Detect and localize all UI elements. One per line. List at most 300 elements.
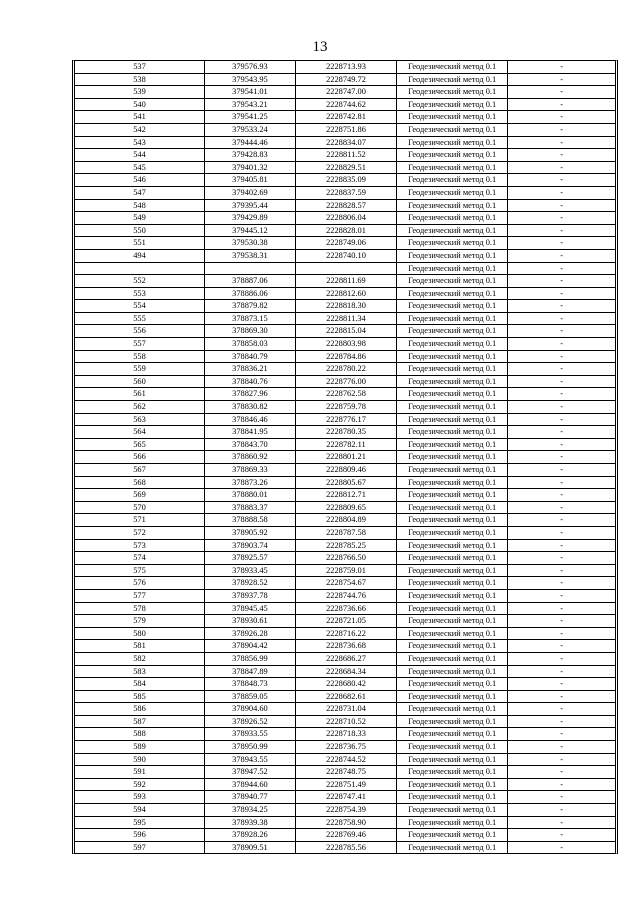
table-row bbox=[75, 476, 615, 489]
method-cell: Геодезический метод 0.1 bbox=[397, 602, 508, 615]
point-number-cell: 544 bbox=[75, 149, 204, 162]
table-row bbox=[75, 413, 615, 426]
point-number-cell: 542 bbox=[75, 123, 204, 136]
method-cell: Геодезический метод 0.1 bbox=[397, 741, 508, 754]
method-cell: Геодезический метод 0.1 bbox=[397, 275, 508, 288]
method-cell: Геодезический метод 0.1 bbox=[397, 841, 508, 853]
note-cell: - bbox=[508, 413, 615, 426]
note-cell: - bbox=[508, 577, 615, 590]
method-cell: Геодезический метод 0.1 bbox=[397, 287, 508, 300]
x-coordinate-cell: 378841.95 bbox=[204, 426, 295, 439]
note-cell: - bbox=[508, 149, 615, 162]
x-coordinate-cell: 378836.21 bbox=[204, 363, 295, 376]
note-cell: - bbox=[508, 249, 615, 262]
method-cell: Геодезический метод 0.1 bbox=[397, 829, 508, 842]
coordinates-table bbox=[75, 61, 615, 853]
table-row bbox=[75, 174, 615, 187]
method-cell: Геодезический метод 0.1 bbox=[397, 615, 508, 628]
note-cell: - bbox=[508, 703, 615, 716]
table-row bbox=[75, 489, 615, 502]
table-row bbox=[75, 375, 615, 388]
x-coordinate-cell: 379538.31 bbox=[204, 249, 295, 262]
y-coordinate-cell: 2228782.11 bbox=[295, 438, 396, 451]
method-cell: Геодезический метод 0.1 bbox=[397, 778, 508, 791]
x-coordinate-cell: 379401.32 bbox=[204, 161, 295, 174]
note-cell: - bbox=[508, 312, 615, 325]
x-coordinate-cell: 379541.25 bbox=[204, 111, 295, 124]
note-cell: - bbox=[508, 98, 615, 111]
method-cell: Геодезический метод 0.1 bbox=[397, 640, 508, 653]
x-coordinate-cell bbox=[204, 262, 295, 275]
note-cell: - bbox=[508, 552, 615, 565]
y-coordinate-cell: 2228686.27 bbox=[295, 652, 396, 665]
x-coordinate-cell: 378858.03 bbox=[204, 338, 295, 351]
point-number-cell: 589 bbox=[75, 741, 204, 754]
table-row bbox=[75, 136, 615, 149]
y-coordinate-cell: 2228809.46 bbox=[295, 464, 396, 477]
y-coordinate-cell: 2228682.61 bbox=[295, 690, 396, 703]
y-coordinate-cell: 2228837.59 bbox=[295, 186, 396, 199]
x-coordinate-cell: 378840.79 bbox=[204, 350, 295, 363]
method-cell: Геодезический метод 0.1 bbox=[397, 401, 508, 414]
y-coordinate-cell: 2228809.65 bbox=[295, 501, 396, 514]
y-coordinate-cell: 2228811.34 bbox=[295, 312, 396, 325]
point-number-cell: 538 bbox=[75, 73, 204, 86]
table-row bbox=[75, 149, 615, 162]
point-number-cell bbox=[75, 262, 204, 275]
y-coordinate-cell: 2228748.75 bbox=[295, 766, 396, 779]
x-coordinate-cell: 378869.30 bbox=[204, 325, 295, 338]
note-cell: - bbox=[508, 804, 615, 817]
x-coordinate-cell: 378847.89 bbox=[204, 665, 295, 678]
point-number-cell: 545 bbox=[75, 161, 204, 174]
point-number-cell: 574 bbox=[75, 552, 204, 565]
note-cell: - bbox=[508, 791, 615, 804]
y-coordinate-cell: 2228744.62 bbox=[295, 98, 396, 111]
table-row bbox=[75, 501, 615, 514]
point-number-cell: 583 bbox=[75, 665, 204, 678]
x-coordinate-cell: 379429.89 bbox=[204, 212, 295, 225]
method-cell: Геодезический метод 0.1 bbox=[397, 174, 508, 187]
table-row bbox=[75, 438, 615, 451]
y-coordinate-cell: 2228811.52 bbox=[295, 149, 396, 162]
note-cell: - bbox=[508, 111, 615, 124]
table-row bbox=[75, 829, 615, 842]
x-coordinate-cell: 378909.51 bbox=[204, 841, 295, 853]
method-cell: Геодезический метод 0.1 bbox=[397, 476, 508, 489]
y-coordinate-cell: 2228804.89 bbox=[295, 514, 396, 527]
table-row bbox=[75, 123, 615, 136]
point-number-cell: 551 bbox=[75, 237, 204, 250]
point-number-cell: 560 bbox=[75, 375, 204, 388]
y-coordinate-cell: 2228784.86 bbox=[295, 350, 396, 363]
x-coordinate-cell: 378848.73 bbox=[204, 678, 295, 691]
point-number-cell: 550 bbox=[75, 224, 204, 237]
y-coordinate-cell: 2228828.57 bbox=[295, 199, 396, 212]
y-coordinate-cell: 2228801.21 bbox=[295, 451, 396, 464]
method-cell: Геодезический метод 0.1 bbox=[397, 715, 508, 728]
note-cell: - bbox=[508, 363, 615, 376]
x-coordinate-cell: 378873.26 bbox=[204, 476, 295, 489]
table-row bbox=[75, 741, 615, 754]
y-coordinate-cell: 2228759.01 bbox=[295, 564, 396, 577]
x-coordinate-cell: 378933.55 bbox=[204, 728, 295, 741]
y-coordinate-cell: 2228828.01 bbox=[295, 224, 396, 237]
note-cell: - bbox=[508, 350, 615, 363]
table-row bbox=[75, 287, 615, 300]
table-row bbox=[75, 363, 615, 376]
point-number-cell: 569 bbox=[75, 489, 204, 502]
y-coordinate-cell: 2228751.49 bbox=[295, 778, 396, 791]
x-coordinate-cell: 379576.93 bbox=[204, 61, 295, 73]
method-cell: Геодезический метод 0.1 bbox=[397, 338, 508, 351]
point-number-cell: 555 bbox=[75, 312, 204, 325]
y-coordinate-cell: 2228829.51 bbox=[295, 161, 396, 174]
x-coordinate-cell: 378944.60 bbox=[204, 778, 295, 791]
table-row bbox=[75, 111, 615, 124]
method-cell: Геодезический метод 0.1 bbox=[397, 489, 508, 502]
coordinates-table-frame bbox=[72, 60, 618, 854]
note-cell: - bbox=[508, 627, 615, 640]
table-row bbox=[75, 602, 615, 615]
x-coordinate-cell: 378926.28 bbox=[204, 627, 295, 640]
note-cell: - bbox=[508, 690, 615, 703]
x-coordinate-cell: 378880.01 bbox=[204, 489, 295, 502]
point-number-cell: 570 bbox=[75, 501, 204, 514]
y-coordinate-cell: 2228731.04 bbox=[295, 703, 396, 716]
method-cell: Геодезический метод 0.1 bbox=[397, 149, 508, 162]
y-coordinate-cell: 2228812.60 bbox=[295, 287, 396, 300]
y-coordinate-cell: 2228744.52 bbox=[295, 753, 396, 766]
table-row bbox=[75, 589, 615, 602]
note-cell: - bbox=[508, 728, 615, 741]
x-coordinate-cell: 378950.99 bbox=[204, 741, 295, 754]
table-row bbox=[75, 401, 615, 414]
point-number-cell: 577 bbox=[75, 589, 204, 602]
x-coordinate-cell: 378947.52 bbox=[204, 766, 295, 779]
point-number-cell: 597 bbox=[75, 841, 204, 853]
point-number-cell: 563 bbox=[75, 413, 204, 426]
y-coordinate-cell: 2228766.50 bbox=[295, 552, 396, 565]
x-coordinate-cell: 378879.82 bbox=[204, 300, 295, 313]
y-coordinate-cell: 2228758.90 bbox=[295, 816, 396, 829]
note-cell: - bbox=[508, 539, 615, 552]
y-coordinate-cell: 2228736.68 bbox=[295, 640, 396, 653]
note-cell: - bbox=[508, 526, 615, 539]
note-cell: - bbox=[508, 501, 615, 514]
y-coordinate-cell: 2228776.17 bbox=[295, 413, 396, 426]
y-coordinate-cell: 2228759.78 bbox=[295, 401, 396, 414]
note-cell: - bbox=[508, 199, 615, 212]
y-coordinate-cell: 2228803.98 bbox=[295, 338, 396, 351]
point-number-cell: 561 bbox=[75, 388, 204, 401]
table-row bbox=[75, 753, 615, 766]
method-cell: Геодезический метод 0.1 bbox=[397, 249, 508, 262]
method-cell: Геодезический метод 0.1 bbox=[397, 312, 508, 325]
point-number-cell: 494 bbox=[75, 249, 204, 262]
method-cell: Геодезический метод 0.1 bbox=[397, 224, 508, 237]
x-coordinate-cell: 379444.46 bbox=[204, 136, 295, 149]
note-cell: - bbox=[508, 262, 615, 275]
table-row bbox=[75, 627, 615, 640]
page-number: 13 bbox=[312, 39, 328, 55]
table-row bbox=[75, 778, 615, 791]
note-cell: - bbox=[508, 388, 615, 401]
table-row bbox=[75, 98, 615, 111]
y-coordinate-cell: 2228787.58 bbox=[295, 526, 396, 539]
note-cell: - bbox=[508, 186, 615, 199]
method-cell: Геодезический метод 0.1 bbox=[397, 199, 508, 212]
y-coordinate-cell: 2228713.93 bbox=[295, 61, 396, 73]
point-number-cell: 588 bbox=[75, 728, 204, 741]
method-cell: Геодезический метод 0.1 bbox=[397, 627, 508, 640]
point-number-cell: 568 bbox=[75, 476, 204, 489]
y-coordinate-cell: 2228762.58 bbox=[295, 388, 396, 401]
point-number-cell: 541 bbox=[75, 111, 204, 124]
method-cell: Геодезический метод 0.1 bbox=[397, 111, 508, 124]
note-cell: - bbox=[508, 489, 615, 502]
point-number-cell: 581 bbox=[75, 640, 204, 653]
x-coordinate-cell: 379543.95 bbox=[204, 73, 295, 86]
y-coordinate-cell: 2228835.09 bbox=[295, 174, 396, 187]
method-cell: Геодезический метод 0.1 bbox=[397, 552, 508, 565]
table-row bbox=[75, 350, 615, 363]
note-cell: - bbox=[508, 665, 615, 678]
table-row bbox=[75, 816, 615, 829]
x-coordinate-cell: 378856.99 bbox=[204, 652, 295, 665]
method-cell: Геодезический метод 0.1 bbox=[397, 816, 508, 829]
table-row bbox=[75, 766, 615, 779]
point-number-cell: 594 bbox=[75, 804, 204, 817]
y-coordinate-cell: 2228834.07 bbox=[295, 136, 396, 149]
point-number-cell: 573 bbox=[75, 539, 204, 552]
method-cell: Геодезический метод 0.1 bbox=[397, 728, 508, 741]
table-row bbox=[75, 552, 615, 565]
note-cell: - bbox=[508, 401, 615, 414]
table-row bbox=[75, 275, 615, 288]
note-cell: - bbox=[508, 816, 615, 829]
table-row bbox=[75, 237, 615, 250]
table-row bbox=[75, 715, 615, 728]
point-number-cell: 566 bbox=[75, 451, 204, 464]
note-cell: - bbox=[508, 589, 615, 602]
method-cell: Геодезический метод 0.1 bbox=[397, 577, 508, 590]
note-cell: - bbox=[508, 715, 615, 728]
method-cell: Геодезический метод 0.1 bbox=[397, 589, 508, 602]
point-number-cell: 562 bbox=[75, 401, 204, 414]
table-row bbox=[75, 514, 615, 527]
method-cell: Геодезический метод 0.1 bbox=[397, 136, 508, 149]
table-row bbox=[75, 804, 615, 817]
note-cell: - bbox=[508, 615, 615, 628]
point-number-cell: 554 bbox=[75, 300, 204, 313]
note-cell: - bbox=[508, 212, 615, 225]
table-row bbox=[75, 262, 615, 275]
y-coordinate-cell: 2228710.52 bbox=[295, 715, 396, 728]
method-cell: Геодезический метод 0.1 bbox=[397, 753, 508, 766]
point-number-cell: 539 bbox=[75, 86, 204, 99]
note-cell: - bbox=[508, 375, 615, 388]
method-cell: Геодезический метод 0.1 bbox=[397, 766, 508, 779]
method-cell: Геодезический метод 0.1 bbox=[397, 98, 508, 111]
note-cell: - bbox=[508, 438, 615, 451]
table-row bbox=[75, 678, 615, 691]
y-coordinate-cell: 2228721.05 bbox=[295, 615, 396, 628]
point-number-cell: 591 bbox=[75, 766, 204, 779]
x-coordinate-cell: 378904.60 bbox=[204, 703, 295, 716]
note-cell: - bbox=[508, 426, 615, 439]
method-cell: Геодезический метод 0.1 bbox=[397, 237, 508, 250]
method-cell: Геодезический метод 0.1 bbox=[397, 212, 508, 225]
y-coordinate-cell: 2228780.35 bbox=[295, 426, 396, 439]
note-cell: - bbox=[508, 86, 615, 99]
point-number-cell: 547 bbox=[75, 186, 204, 199]
table-row bbox=[75, 73, 615, 86]
method-cell: Геодезический метод 0.1 bbox=[397, 438, 508, 451]
y-coordinate-cell: 2228718.33 bbox=[295, 728, 396, 741]
point-number-cell: 593 bbox=[75, 791, 204, 804]
method-cell: Геодезический метод 0.1 bbox=[397, 791, 508, 804]
x-coordinate-cell: 378934.25 bbox=[204, 804, 295, 817]
method-cell: Геодезический метод 0.1 bbox=[397, 123, 508, 136]
x-coordinate-cell: 378904.42 bbox=[204, 640, 295, 653]
method-cell: Геодезический метод 0.1 bbox=[397, 375, 508, 388]
point-number-cell: 578 bbox=[75, 602, 204, 615]
note-cell: - bbox=[508, 741, 615, 754]
y-coordinate-cell: 2228806.04 bbox=[295, 212, 396, 225]
x-coordinate-cell: 378830.82 bbox=[204, 401, 295, 414]
y-coordinate-cell: 2228747.00 bbox=[295, 86, 396, 99]
y-coordinate-cell: 2228780.22 bbox=[295, 363, 396, 376]
note-cell: - bbox=[508, 766, 615, 779]
x-coordinate-cell: 378926.52 bbox=[204, 715, 295, 728]
table-row bbox=[75, 61, 615, 73]
y-coordinate-cell: 2228754.67 bbox=[295, 577, 396, 590]
method-cell: Геодезический метод 0.1 bbox=[397, 804, 508, 817]
table-row bbox=[75, 690, 615, 703]
table-row bbox=[75, 539, 615, 552]
x-coordinate-cell: 379445.12 bbox=[204, 224, 295, 237]
point-number-cell: 543 bbox=[75, 136, 204, 149]
x-coordinate-cell: 378886.06 bbox=[204, 287, 295, 300]
y-coordinate-cell: 2228742.81 bbox=[295, 111, 396, 124]
point-number-cell: 582 bbox=[75, 652, 204, 665]
method-cell: Геодезический метод 0.1 bbox=[397, 300, 508, 313]
x-coordinate-cell: 378939.38 bbox=[204, 816, 295, 829]
x-coordinate-cell: 378940.77 bbox=[204, 791, 295, 804]
point-number-cell: 565 bbox=[75, 438, 204, 451]
x-coordinate-cell: 378925.57 bbox=[204, 552, 295, 565]
point-number-cell: 564 bbox=[75, 426, 204, 439]
y-coordinate-cell bbox=[295, 262, 396, 275]
y-coordinate-cell: 2228749.72 bbox=[295, 73, 396, 86]
point-number-cell: 552 bbox=[75, 275, 204, 288]
table-row bbox=[75, 249, 615, 262]
y-coordinate-cell: 2228776.00 bbox=[295, 375, 396, 388]
table-row bbox=[75, 199, 615, 212]
point-number-cell: 576 bbox=[75, 577, 204, 590]
coordinates-table-body bbox=[75, 61, 615, 853]
y-coordinate-cell: 2228744.76 bbox=[295, 589, 396, 602]
y-coordinate-cell: 2228754.39 bbox=[295, 804, 396, 817]
note-cell: - bbox=[508, 678, 615, 691]
x-coordinate-cell: 379530.38 bbox=[204, 237, 295, 250]
x-coordinate-cell: 378887.06 bbox=[204, 275, 295, 288]
note-cell: - bbox=[508, 325, 615, 338]
table-row bbox=[75, 451, 615, 464]
method-cell: Геодезический метод 0.1 bbox=[397, 61, 508, 73]
table-row bbox=[75, 312, 615, 325]
note-cell: - bbox=[508, 829, 615, 842]
note-cell: - bbox=[560, 842, 564, 852]
method-cell: Геодезический метод 0.1 bbox=[397, 514, 508, 527]
x-coordinate-cell: 378859.05 bbox=[204, 690, 295, 703]
point-number-cell: 556 bbox=[75, 325, 204, 338]
method-cell: Геодезический метод 0.1 bbox=[397, 363, 508, 376]
point-number-cell: 558 bbox=[75, 350, 204, 363]
method-cell: Геодезический метод 0.1 bbox=[397, 539, 508, 552]
y-coordinate-cell: 2228812.71 bbox=[295, 489, 396, 502]
x-coordinate-cell: 378869.33 bbox=[204, 464, 295, 477]
note-cell: - bbox=[508, 287, 615, 300]
note-cell: - bbox=[508, 300, 615, 313]
method-cell: Геодезический метод 0.1 bbox=[397, 73, 508, 86]
point-number-cell: 553 bbox=[75, 287, 204, 300]
point-number-cell: 572 bbox=[75, 526, 204, 539]
x-coordinate-cell: 378928.52 bbox=[204, 577, 295, 590]
x-coordinate-cell: 378840.76 bbox=[204, 375, 295, 388]
point-number-cell: 537 bbox=[75, 61, 204, 73]
x-coordinate-cell: 379541.01 bbox=[204, 86, 295, 99]
note-cell: - bbox=[508, 602, 615, 615]
method-cell: Геодезический метод 0.1 bbox=[397, 325, 508, 338]
note-cell: - bbox=[508, 778, 615, 791]
note-cell: - bbox=[508, 61, 615, 73]
point-number-cell: 584 bbox=[75, 678, 204, 691]
y-coordinate-cell: 2228684.34 bbox=[295, 665, 396, 678]
note-cell: - bbox=[508, 237, 615, 250]
y-coordinate-cell: 2228811.69 bbox=[295, 275, 396, 288]
y-coordinate-cell: 2228818.30 bbox=[295, 300, 396, 313]
method-cell: Геодезический метод 0.1 bbox=[397, 526, 508, 539]
method-cell: Геодезический метод 0.1 bbox=[397, 564, 508, 577]
method-cell: Геодезический метод 0.1 bbox=[397, 388, 508, 401]
table-row bbox=[75, 728, 615, 741]
x-coordinate-cell: 379402.69 bbox=[204, 186, 295, 199]
note-cell: - bbox=[508, 476, 615, 489]
method-cell: Геодезический метод 0.1 bbox=[397, 350, 508, 363]
note-cell: - bbox=[508, 514, 615, 527]
x-coordinate-cell: 378945.45 bbox=[204, 602, 295, 615]
method-cell: Геодезический метод 0.1 bbox=[397, 451, 508, 464]
point-number-cell: 580 bbox=[75, 627, 204, 640]
y-coordinate-cell: 2228747.41 bbox=[295, 791, 396, 804]
point-number-cell: 592 bbox=[75, 778, 204, 791]
note-cell: - bbox=[508, 123, 615, 136]
table-row bbox=[75, 652, 615, 665]
note-cell: - bbox=[508, 174, 615, 187]
x-coordinate-cell: 379405.81 bbox=[204, 174, 295, 187]
point-number-cell: 549 bbox=[75, 212, 204, 225]
x-coordinate-cell: 378928.26 bbox=[204, 829, 295, 842]
point-number-cell: 575 bbox=[75, 564, 204, 577]
method-cell: Геодезический метод 0.1 bbox=[397, 186, 508, 199]
table-row bbox=[75, 841, 615, 853]
method-cell: Геодезический метод 0.1 bbox=[397, 86, 508, 99]
method-cell: Геодезический метод 0.1 bbox=[397, 690, 508, 703]
table-row bbox=[75, 464, 615, 477]
table-row bbox=[75, 526, 615, 539]
